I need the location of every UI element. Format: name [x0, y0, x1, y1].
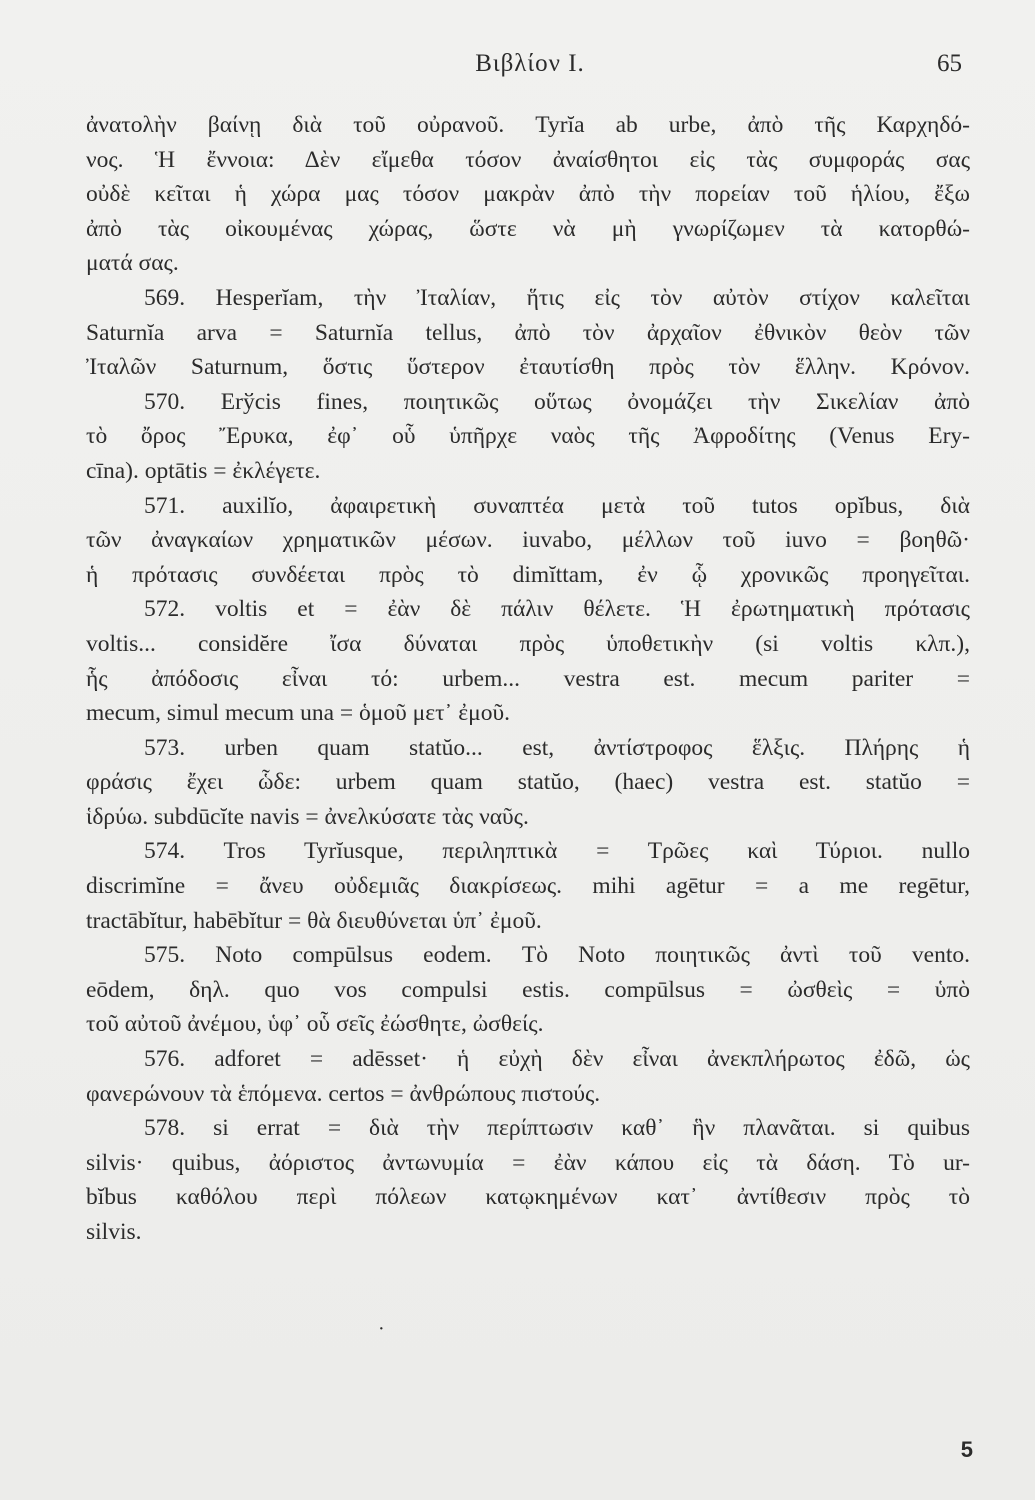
- note-574-line: 574. Tros Tyrĭusque, περιληπτικὰ = Τρῶες καὶ Τύριοι. nullo: [144, 838, 970, 865]
- text-line: ματά σας.: [86, 250, 179, 277]
- running-title: Βιβλίον I.: [475, 50, 585, 77]
- text-line: bĭbus καθόλου περὶ πόλεων κατῳκημένων κατ᾽ ἀντίθεσιν πρὸς τὸ: [86, 1184, 970, 1211]
- text-line: cīna). optātis = ἐκλέγετε.: [86, 457, 321, 484]
- note-576-line: 576. adforet = adēsset· ἡ εὐχὴ δὲν εἶναι ἀνεκπλήρωτος ἐδῶ, ὡς: [144, 1046, 970, 1073]
- text-line: ἀπὸ τὰς οἰκουμένας χώρας, ὥστε νὰ μὴ γνωρίζωμεν τὰ κατορθώ-: [86, 215, 970, 242]
- text-line: Ἰταλῶν Saturnum, ὅστις ὕστερον ἐταυτίσθη πρὸς τὸν ἕλλην. Κρόνον.: [86, 354, 970, 381]
- text-line: τοῦ αὐτοῦ ἀνέμου, ὑφ᾽ οὗ σεῖς ἐώσθητε, ὠσθείς.: [86, 1011, 544, 1038]
- note-571-line: 571. auxilĭo, ἀφαιρετικὴ συναπτέα μετὰ τοῦ tutos opĭbus, διὰ: [144, 492, 970, 519]
- text-line: τῶν ἀναγκαίων χρηματικῶν μέσων. iuvabo, μέλλων τοῦ iuvo = βοηθῶ·: [86, 527, 970, 554]
- page-number: 65: [937, 50, 962, 77]
- running-head: [90, 50, 970, 90]
- commentary-body: [86, 108, 970, 1250]
- text-line: φανερώνουν τὰ ἑπόμενα. certos = ἀνθρώπους πιστούς.: [86, 1080, 601, 1107]
- text-line: Saturnĭa arva = Saturnĭa tellus, ἀπὸ τὸν ἀρχαῖον ἐθνικὸν θεὸν τῶν: [86, 319, 970, 346]
- text-line: ἀνατολὴν βαίνῃ διὰ τοῦ οὐρανοῦ. Tyrĭa ab urbe, ἀπὸ τῆς Καρχηδό-: [86, 112, 970, 138]
- text-line: tractābĭtur, habēbĭtur = θὰ διευθύνεται ὑπ᾽ ἐμοῦ.: [86, 907, 542, 934]
- note-569-line: 569. Hesperĭam, τὴν Ἰταλίαν, ἥτις εἰς τὸν αὐτὸν στίχον καλεῖται: [144, 284, 970, 311]
- note-578-line: 578. si errat = διὰ τὴν περίπτωσιν καθ᾽ ἣν πλανᾶται. si quibus: [144, 1115, 970, 1142]
- text-line: ἧς ἀπόδοσις εἶναι τό: urbem... vestra est. mecum pariter =: [86, 665, 970, 692]
- stray-mark: ·: [378, 1318, 385, 1340]
- note-572-line: 572. voltis et = ἐὰν δὲ πάλιν θέλετε. Ἡ ἐρωτηματικὴ πρότασις: [144, 596, 970, 623]
- text-line: eōdem, δηλ. quo vos compulsi estis. compūlsus = ὠσθεὶς = ὑπὸ: [86, 976, 970, 1003]
- text-line: voltis... considĕre ἴσα δύναται πρὸς ὑποθετικὴν (si voltis κλπ.),: [86, 630, 970, 657]
- text-line: silvis· quibus, ἀόριστος ἀντωνυμία = ἐὰν κάπου εἰς τὰ δάση. Τὸ ur-: [86, 1149, 970, 1176]
- text-line: φράσις ἔχει ὧδε: urbem quam statŭo, (haec) vestra est. statŭo =: [86, 769, 970, 796]
- text-line: νος. Ἡ ἔννοια: Δὲν εἴμεθα τόσον ἀναίσθητοι εἰς τὰς συμφοράς σας: [86, 146, 970, 173]
- text-line: ἡ πρότασις συνδέεται πρὸς τὸ dimĭttam, ἐν ᾧ χρονικῶς προηγεῖται.: [86, 561, 970, 588]
- text-line: discrimĭne = ἄνευ οὐδεμιᾶς διακρίσεως. mihi agētur = a me regētur,: [86, 873, 970, 900]
- text-line: τὸ ὄρος Ἔρυκα, ἐφ᾽ οὗ ὑπῆρχε ναὸς τῆς Ἀφροδίτης (Venus Ery-: [86, 423, 970, 450]
- note-575-line: 575. Noto compūlsus eodem. Τὸ Noto ποιητικῶς ἀντὶ τοῦ vento.: [144, 942, 970, 969]
- text-line: οὐδὲ κεῖται ἡ χώρα μας τόσον μακρὰν ἀπὸ τὴν πορείαν τοῦ ἡλίου, ἔξω: [86, 181, 970, 208]
- signature-mark: 5: [960, 1437, 973, 1462]
- note-570-line: 570. Erўcis fines, ποιητικῶς οὕτως ὀνομάζει τὴν Σικελίαν ἀπὸ: [144, 388, 970, 415]
- text-line: ἱδρύω. subdūcĭte navis = ἀνελκύσατε τὰς ναῦς.: [86, 803, 529, 830]
- note-573-line: 573. urben quam statŭo... est, ἀντίστροφος ἕλξις. Πλήρης ἡ: [144, 734, 970, 761]
- text-line: silvis.: [86, 1219, 142, 1245]
- text-line: mecum, simul mecum una = ὁμοῦ μετ᾽ ἐμοῦ.: [86, 700, 510, 727]
